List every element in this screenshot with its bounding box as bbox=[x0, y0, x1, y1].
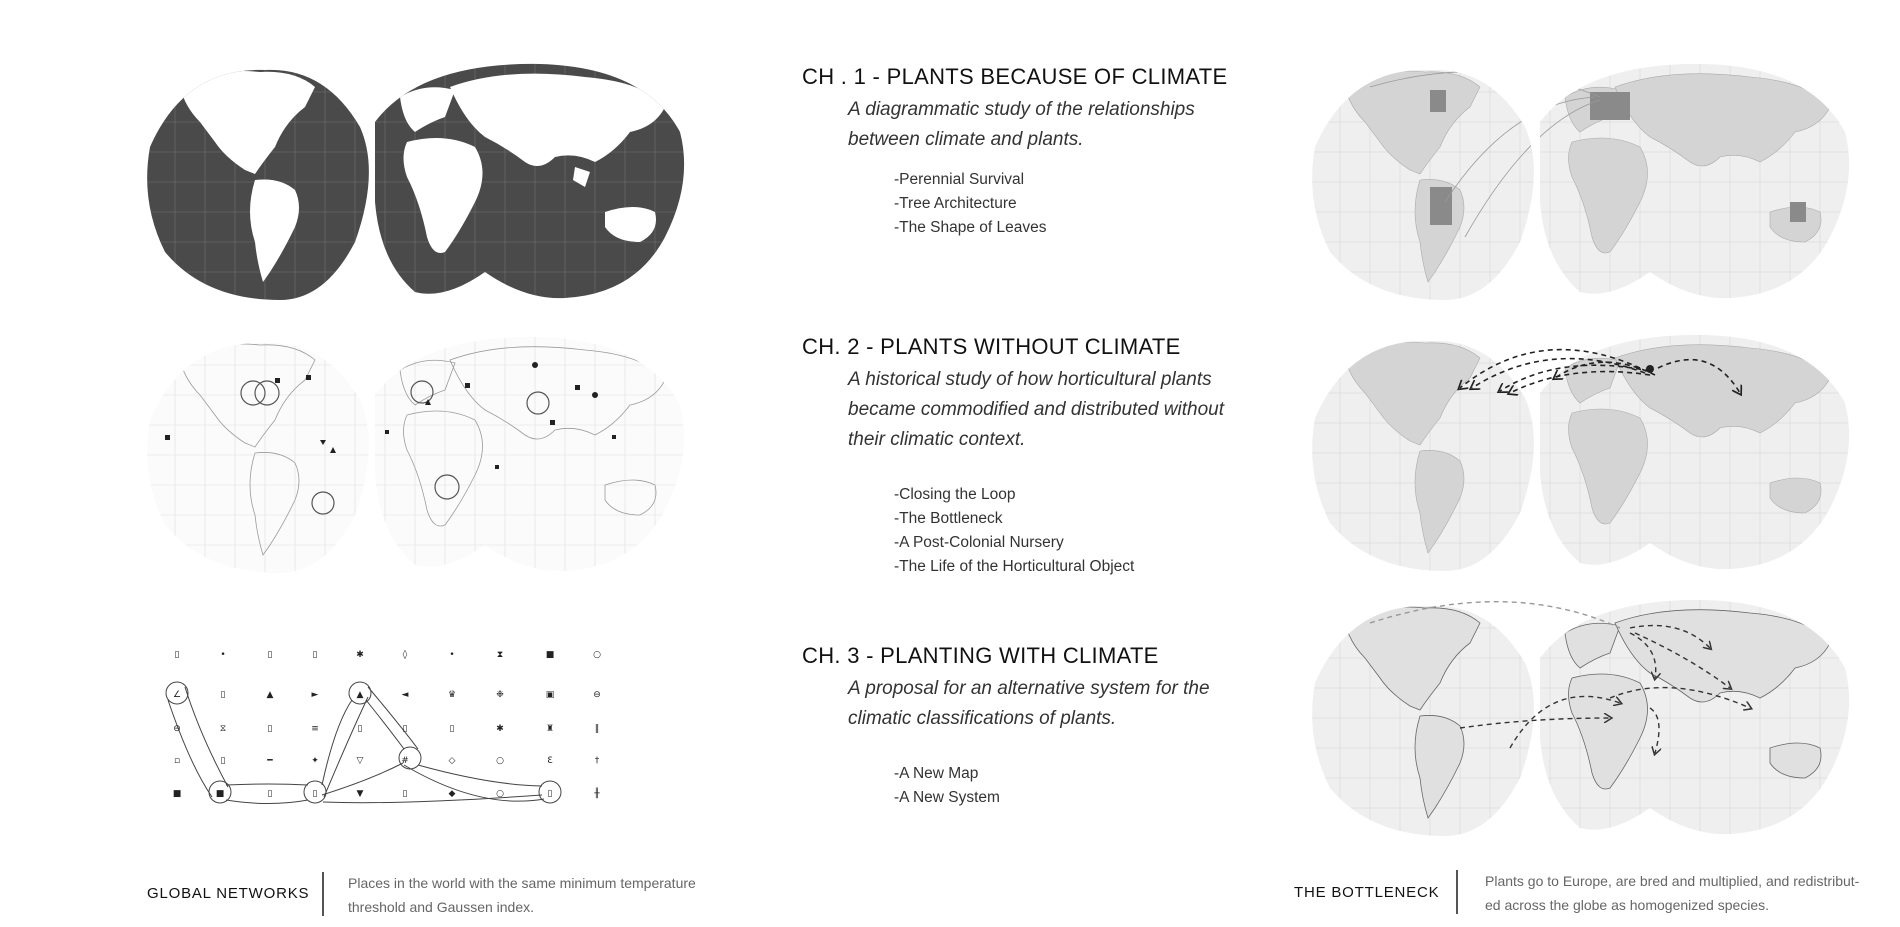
svg-text:#: # bbox=[401, 756, 409, 766]
chapter-2-description: A historical study of how horticultural plants became commodified and distributed without their climatic context. bbox=[848, 369, 1224, 450]
svg-text:▯: ▯ bbox=[402, 789, 408, 799]
svg-text:■: ■ bbox=[172, 789, 182, 799]
list-item: -A New Map bbox=[894, 765, 979, 782]
list-item: -Tree Architecture bbox=[894, 195, 1017, 212]
caption-text: Plants go to Europe, are bred and multiplied, and redistribut- ed across the globe as homogenized species. bbox=[1485, 873, 1860, 913]
svg-text:Ɛ: Ɛ bbox=[547, 756, 553, 766]
world-map-dark-oceans bbox=[145, 62, 690, 302]
svg-text:○: ○ bbox=[593, 650, 601, 660]
chapter-2-items bbox=[894, 483, 1134, 579]
svg-text:■: ■ bbox=[545, 650, 555, 660]
list-item: -A New System bbox=[894, 789, 1000, 806]
svg-text:✱: ✱ bbox=[496, 724, 504, 734]
svg-text:✱: ✱ bbox=[356, 650, 364, 660]
svg-text:◄: ◄ bbox=[401, 690, 409, 700]
chapter-1-description: A diagrammatic study of the relationships between climate and plants. bbox=[848, 99, 1195, 150]
svg-text:◇: ◇ bbox=[448, 756, 456, 766]
svg-text:✦: ✦ bbox=[311, 756, 319, 766]
world-map-plant-flows-to-europe bbox=[1310, 333, 1855, 573]
svg-text:⧗: ⧗ bbox=[496, 650, 504, 660]
svg-text:❉: ❉ bbox=[496, 690, 504, 700]
svg-text:♛: ♛ bbox=[447, 690, 457, 700]
svg-text:◊: ◊ bbox=[402, 650, 408, 660]
svg-text:▯: ▯ bbox=[267, 650, 273, 660]
svg-text:▽: ▽ bbox=[356, 756, 364, 766]
svg-text:━: ━ bbox=[267, 756, 273, 766]
list-item: -Closing the Loop bbox=[894, 486, 1016, 503]
svg-text:◆: ◆ bbox=[448, 789, 456, 799]
caption-title: GLOBAL NETWORKS bbox=[147, 885, 310, 902]
svg-text:▯: ▯ bbox=[357, 724, 363, 734]
svg-text:■: ■ bbox=[215, 789, 225, 799]
world-map-climate-symbols bbox=[145, 335, 690, 575]
svg-text:▯: ▯ bbox=[220, 690, 226, 700]
svg-text:⊖: ⊖ bbox=[593, 690, 601, 700]
svg-text:▯: ▯ bbox=[449, 724, 455, 734]
svg-text:≡: ≡ bbox=[311, 724, 319, 734]
svg-text:▯: ▯ bbox=[312, 789, 318, 799]
svg-text:▯: ▯ bbox=[267, 724, 273, 734]
svg-text:†: † bbox=[594, 756, 600, 766]
svg-text:♜: ♜ bbox=[545, 724, 555, 734]
list-item: -The Shape of Leaves bbox=[894, 219, 1047, 236]
svg-text:▲: ▲ bbox=[356, 690, 364, 700]
chapter-3-items bbox=[894, 762, 1000, 810]
world-map-plant-migration-europe bbox=[1310, 62, 1855, 302]
svg-text:•: • bbox=[220, 650, 226, 660]
svg-text:○: ○ bbox=[496, 756, 504, 766]
caption-divider bbox=[322, 872, 324, 916]
caption-title: THE BOTTLENECK bbox=[1294, 884, 1440, 901]
svg-text:○: ○ bbox=[496, 789, 504, 799]
list-item: -The Bottleneck bbox=[894, 510, 1003, 527]
svg-text:▫: ▫ bbox=[173, 756, 181, 766]
world-map-plant-redistribution bbox=[1310, 598, 1855, 838]
svg-text:•: • bbox=[449, 650, 455, 660]
svg-text:⧖: ⧖ bbox=[219, 724, 227, 734]
chapter-1-title: CH . 1 - PLANTS BECAUSE OF CLIMATE bbox=[802, 64, 1228, 89]
svg-text:▼: ▼ bbox=[356, 789, 364, 799]
caption-text: Places in the world with the same minimum temperature threshold and Gaussen index. bbox=[348, 875, 696, 915]
svg-text:▯: ▯ bbox=[402, 724, 408, 734]
svg-text:▯: ▯ bbox=[547, 789, 553, 799]
svg-text:╫: ╫ bbox=[594, 789, 600, 799]
svg-text:►: ► bbox=[311, 690, 319, 700]
list-item: -A Post-Colonial Nursery bbox=[894, 534, 1064, 551]
svg-text:▯: ▯ bbox=[220, 756, 226, 766]
svg-text:▯: ▯ bbox=[312, 650, 318, 660]
svg-text:▯: ▯ bbox=[174, 650, 180, 660]
svg-text:⊖: ⊖ bbox=[173, 724, 181, 734]
svg-text:▲: ▲ bbox=[266, 690, 274, 700]
svg-text:▣: ▣ bbox=[545, 690, 555, 700]
chapter-1-items bbox=[894, 168, 1047, 240]
list-item: -Perennial Survival bbox=[894, 171, 1025, 188]
svg-text:‖: ‖ bbox=[594, 724, 600, 734]
caption-divider bbox=[1456, 870, 1458, 914]
chapter-2-title: CH. 2 - PLANTS WITHOUT CLIMATE bbox=[802, 334, 1181, 359]
chapter-3-description: A proposal for an alternative system for the climatic classifications of plants. bbox=[848, 678, 1210, 729]
svg-text:∠: ∠ bbox=[172, 690, 182, 700]
svg-text:▯: ▯ bbox=[267, 789, 273, 799]
chapter-3-title: CH. 3 - PLANTING WITH CLIMATE bbox=[802, 643, 1159, 668]
symbol-network-diagram bbox=[160, 645, 660, 815]
list-item: -The Life of the Horticultural Object bbox=[894, 558, 1135, 575]
